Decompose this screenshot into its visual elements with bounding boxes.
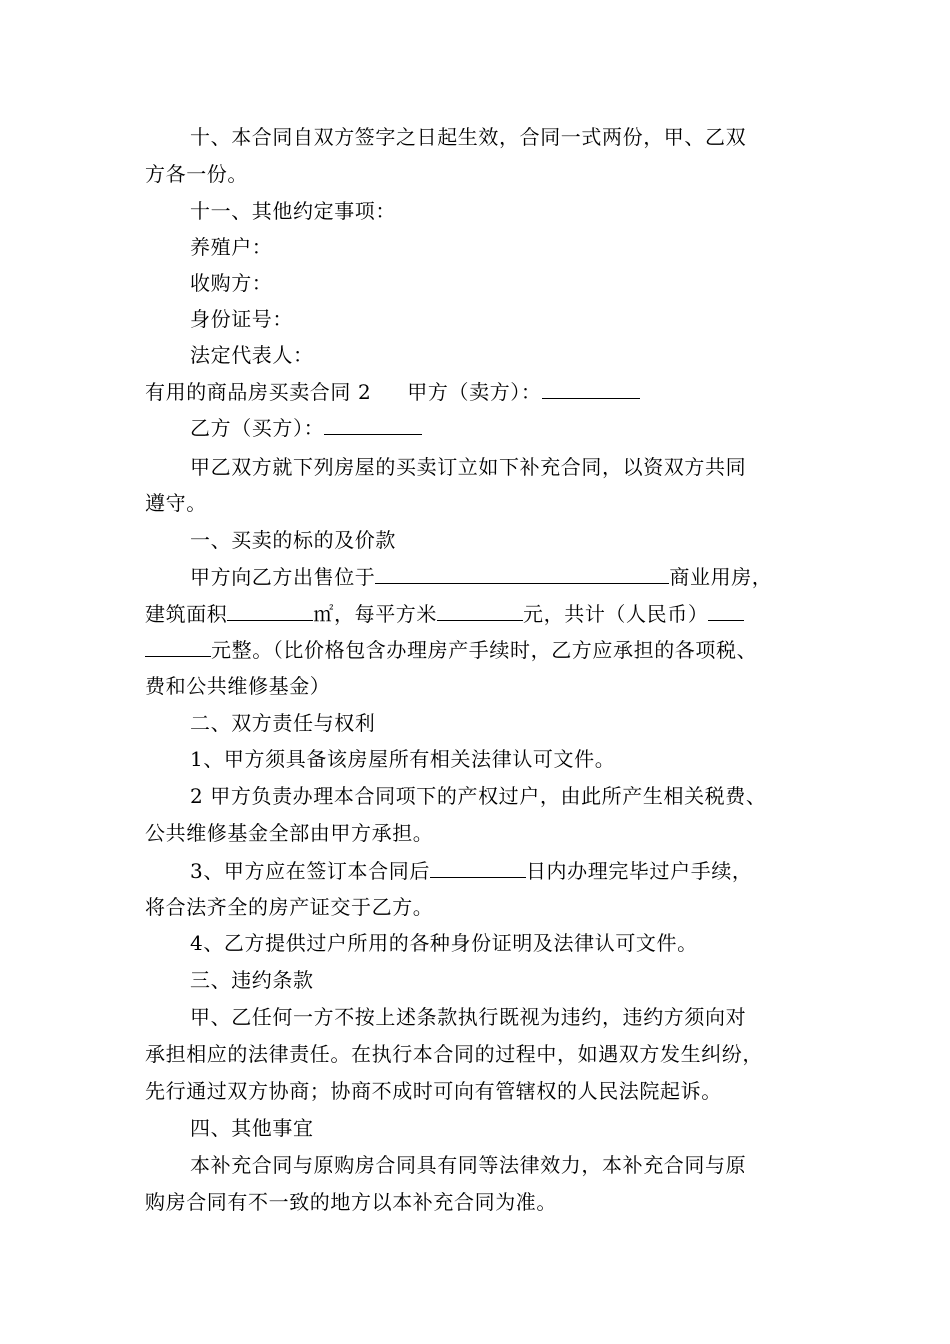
clause-10-line-2: 方各一份。 [145, 162, 248, 186]
location-label: 甲方向乙方出售位于 [190, 565, 376, 589]
party-b-line [190, 414, 422, 440]
party-a-blank[interactable] [542, 378, 640, 399]
contract-title-line [145, 378, 640, 404]
section-2-item-3-line-2: 将合法齐全的房产证交于乙方。 [145, 895, 434, 919]
area-blank[interactable] [227, 600, 313, 621]
section-1-line-1 [190, 563, 772, 589]
section-1-title: 一、买卖的标的及价款 [190, 528, 396, 552]
transfer-deadline-suffix: 日内办理完毕过户手续， [525, 859, 753, 883]
section-4-line-1: 本补充合同与原购房合同具有同等法律效力，本补充合同与原 [190, 1153, 747, 1177]
total-blank-start[interactable] [708, 600, 744, 621]
section-1-line-2 [145, 600, 744, 626]
commercial-use-label: 商业用房， [669, 565, 773, 589]
clause-10-line-1: 十、本合同自双方签字之日起生效，合同一式两份，甲、乙双 [190, 125, 747, 149]
transfer-deadline-label: 3、甲方应在签订本合同后 [190, 859, 430, 883]
clause-11-title: 十一、其他约定事项： [190, 199, 396, 223]
section-3-line-1: 甲、乙任何一方不按上述条款执行既视为违约，违约方须向对 [190, 1005, 747, 1029]
contract-title: 有用的商品房买卖合同 2 [145, 380, 372, 404]
party-b-label: 乙方（买方）： [190, 416, 325, 440]
section-2-title: 二、双方责任与权利 [190, 711, 376, 735]
section-2-item-4: 4、乙方提供过户所用的各种身份证明及法律认可文件。 [190, 931, 698, 955]
party-a-label: 甲方（卖方）： [407, 380, 542, 404]
price-note: 元整。（比价格包含办理房产手续时，乙方应承担的各项税、 [211, 638, 758, 662]
section-1-line-4: 费和公共维修基金） [145, 674, 331, 698]
intro-line-1: 甲乙双方就下列房屋的买卖订立如下补充合同，以资双方共同 [190, 455, 747, 479]
intro-line-2: 遵守。 [145, 491, 207, 515]
price-per-sqm-label: ㎡，每平方米 [313, 602, 438, 626]
section-3-title: 三、违约条款 [190, 968, 314, 992]
party-b-blank[interactable] [324, 414, 422, 435]
area-label: 建筑面积 [145, 602, 228, 626]
id-number-label: 身份证号： [190, 307, 293, 331]
location-blank[interactable] [375, 563, 669, 584]
section-1-line-3 [145, 636, 757, 662]
legal-representative-label: 法定代表人： [190, 343, 314, 367]
farmer-label: 养殖户： [190, 235, 273, 259]
section-4-line-2: 购房合同有不一致的地方以本补充合同为准。 [145, 1190, 557, 1214]
section-2-item-1: 1、甲方须具备该房屋所有相关法律认可文件。 [190, 747, 616, 771]
section-4-title: 四、其他事宜 [190, 1116, 314, 1140]
section-2-item-3-line-1 [190, 857, 753, 883]
transfer-days-blank[interactable] [430, 857, 526, 878]
price-per-sqm-blank[interactable] [437, 600, 523, 621]
section-3-line-3: 先行通过双方协商；协商不成时可向有管辖权的人民法院起诉。 [145, 1079, 722, 1103]
total-blank-end[interactable] [145, 636, 211, 657]
section-2-item-2-line-1: 2 甲方负责办理本合同项下的产权过户，由此所产生相关税费、 [190, 784, 767, 808]
section-3-line-2: 承担相应的法律责任。在执行本合同的过程中，如遇双方发生纠纷， [145, 1042, 763, 1066]
buyer-label: 收购方： [190, 271, 273, 295]
total-label: 元，共计（人民币） [523, 602, 709, 626]
section-2-item-2-line-2: 公共维修基金全部由甲方承担。 [145, 821, 434, 845]
